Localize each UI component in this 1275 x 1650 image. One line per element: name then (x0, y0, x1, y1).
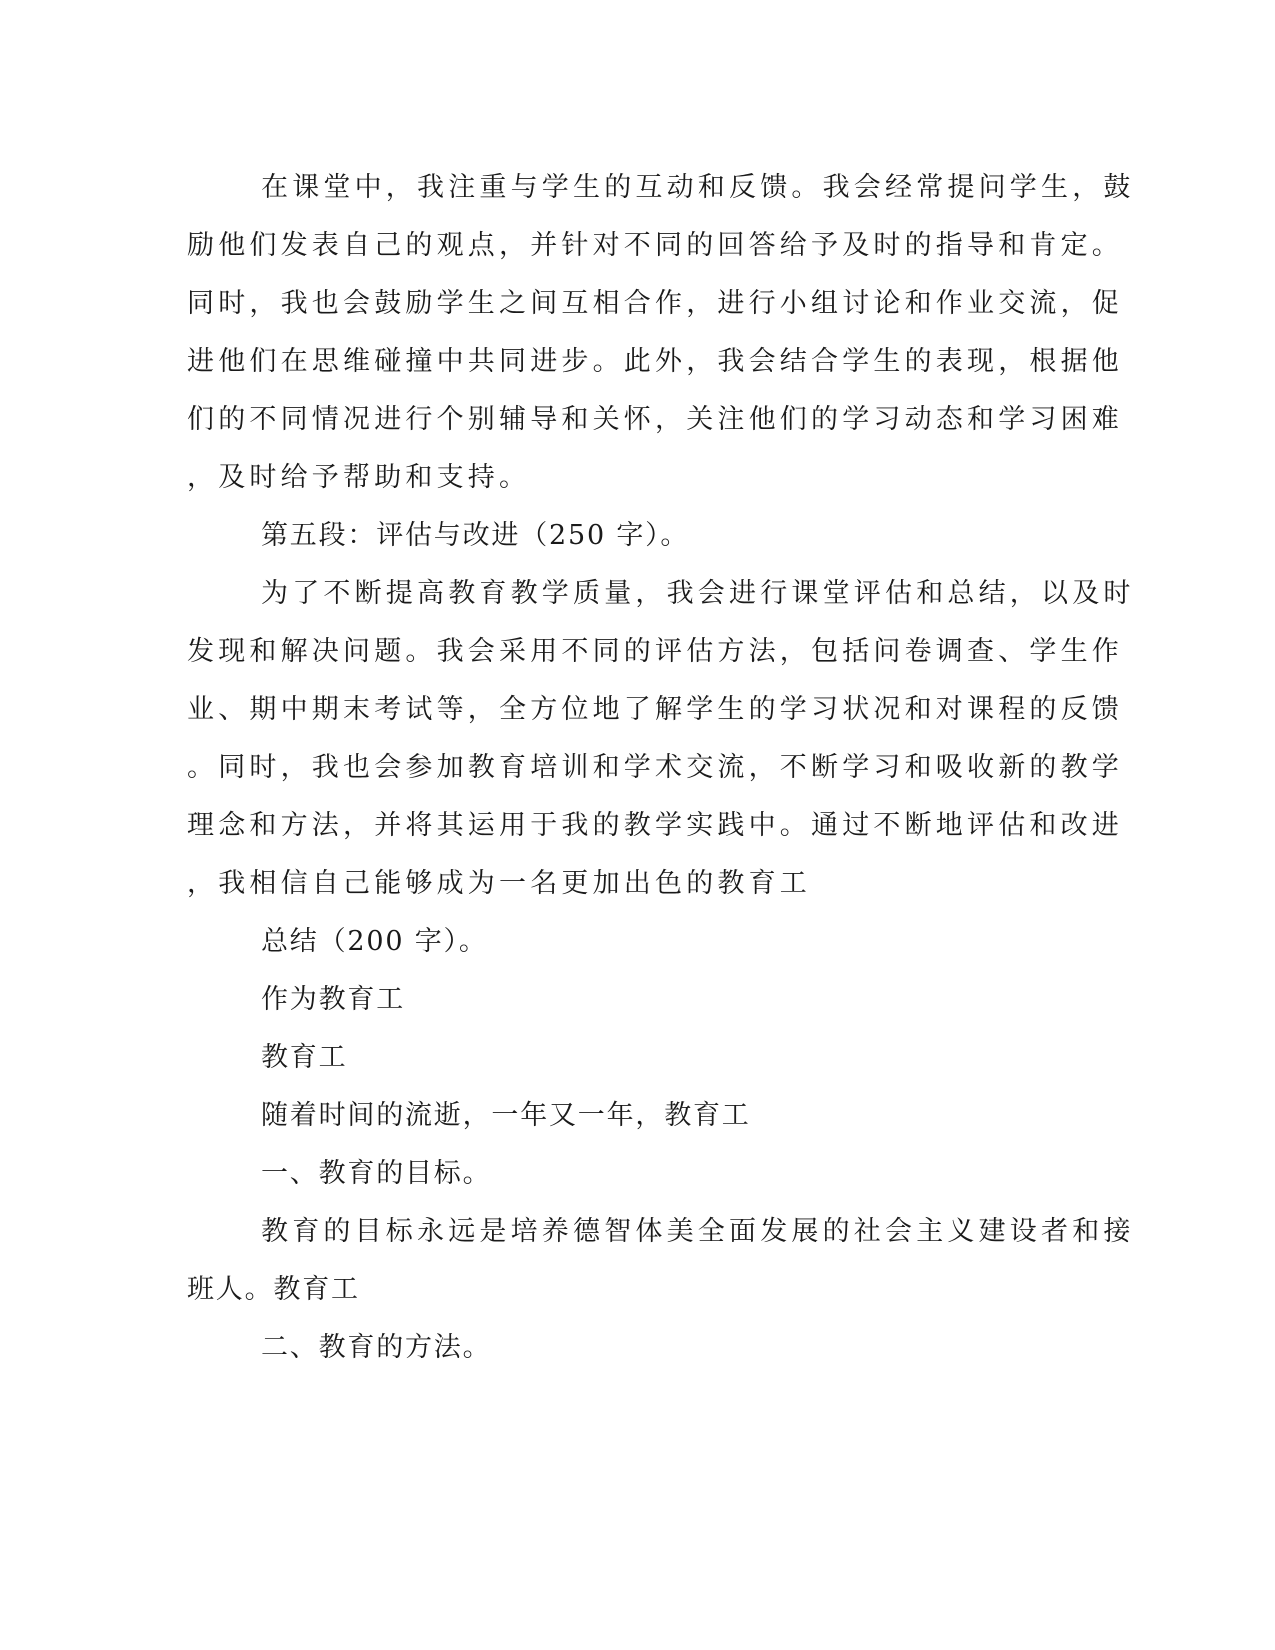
text-line: 们的不同情况进行个别辅导和关怀，关注他们的学习动态和学习困难 (187, 404, 1123, 435)
text-line: 业、期中期末考试等，全方位地了解学生的学习状况和对课程的反馈 (187, 694, 1123, 725)
section-heading: 总结（200 字）。 (261, 926, 488, 957)
section-heading: 第五段：评估与改进（250 字）。 (261, 520, 690, 551)
text-line: 作为教育工 (261, 984, 405, 1015)
text-line: ，及时给予帮助和支持。 (187, 462, 531, 493)
section-heading: 一、教育的目标。 (261, 1158, 492, 1189)
text-line: 。同时，我也会参加教育培训和学术交流，不断学习和吸收新的教学 (187, 752, 1123, 783)
text-line: ，我相信自己能够成为一名更加出色的教育工 (187, 868, 811, 899)
text-line: 为了不断提高教育教学质量，我会进行课堂评估和总结，以及时 (261, 578, 1135, 609)
text-line: 理念和方法，并将其运用于我的教学实践中。通过不断地评估和改进 (187, 810, 1123, 841)
text-line: 同时，我也会鼓励学生之间互相合作，进行小组讨论和作业交流，促 (187, 288, 1123, 319)
text-line: 教育的目标永远是培养德智体美全面发展的社会主义建设者和接 (261, 1216, 1135, 1247)
text-line: 教育工 (261, 1042, 348, 1073)
text-line: 班人。教育工 (187, 1274, 360, 1305)
text-line: 励他们发表自己的观点，并针对不同的回答给予及时的指导和肯定。 (187, 230, 1123, 261)
text-line: 随着时间的流逝，一年又一年，教育工 (261, 1100, 751, 1131)
section-heading: 二、教育的方法。 (261, 1332, 492, 1363)
text-line: 进他们在思维碰撞中共同进步。此外，我会结合学生的表现，根据他 (187, 346, 1123, 377)
text-line: 发现和解决问题。我会采用不同的评估方法，包括问卷调查、学生作 (187, 636, 1123, 667)
text-line: 在课堂中，我注重与学生的互动和反馈。我会经常提问学生，鼓 (261, 172, 1135, 203)
